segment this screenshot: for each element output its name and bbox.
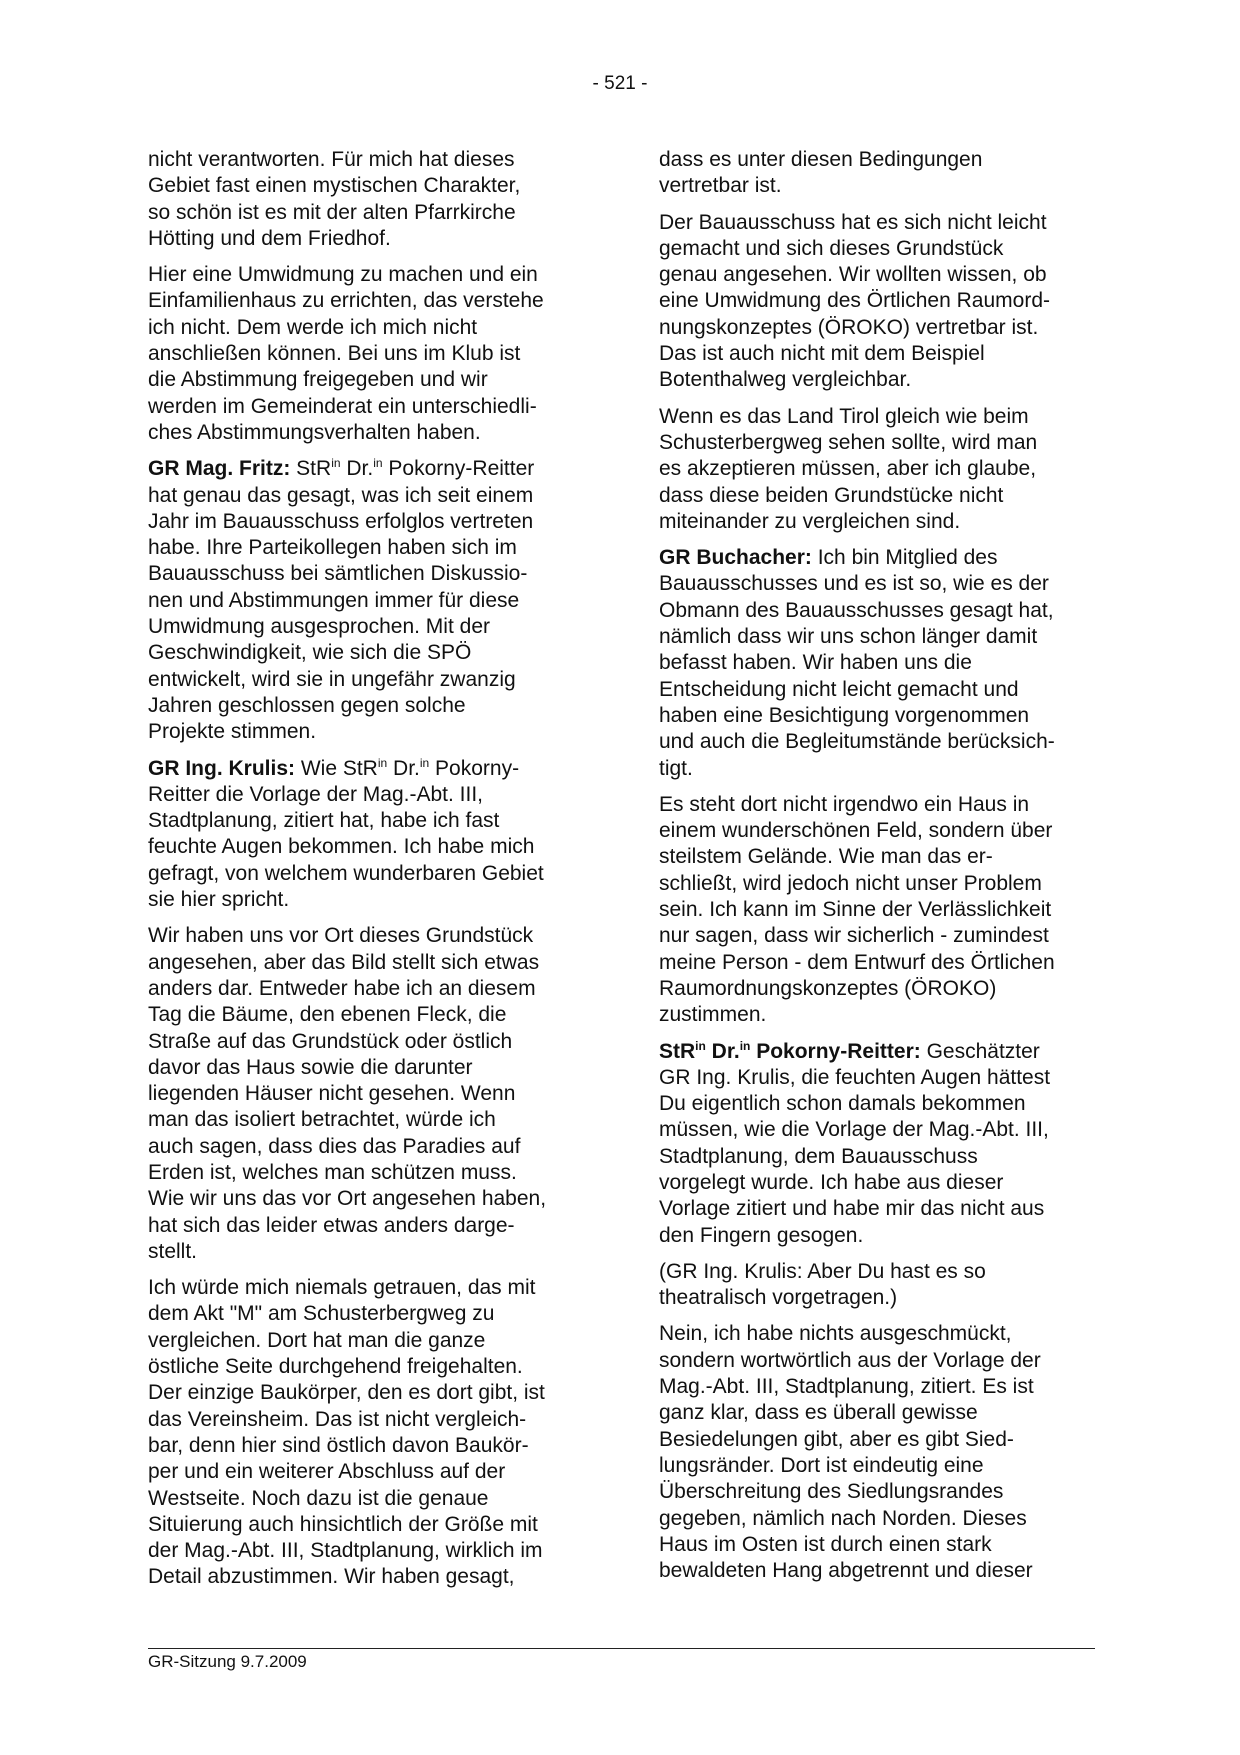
superscript: in: [377, 755, 388, 770]
speech-paragraph: [659, 1039, 1105, 1249]
speech-text: Wie StR: [300, 756, 378, 780]
speech-text: StR: [296, 457, 332, 481]
superscript: in: [695, 1038, 706, 1053]
paragraph: Hier eine Umwidmung zu machen und ein Einfamilienhaus zu errichten, das verstehe ich nicht. Dem werde ich mich nicht anschließen können. Bei uns im Klub ist die Abstimmung freigegeben und wir werden im Gemeinderat ein unterschiedli- ches Abstimmungsverhalten haben.: [148, 263, 544, 444]
speech-paragraph: [148, 456, 594, 745]
speaker-name: GR Buchacher:: [659, 546, 812, 570]
superscript: in: [739, 1038, 751, 1053]
speech-text: Ich bin Mitglied des Bauausschusses und es ist so, wie es der Obmann des Bauausschusses gesagt hat, nämlich dass wir uns schon länger damit befasst haben. Wir haben uns die Entscheidung nicht leicht gemacht und haben eine Besichtigung vorgenommen und auch die Begleitumstände berücksich- tigt.: [659, 546, 1055, 780]
speaker-text: Pokorny-Reitter:: [750, 1039, 921, 1063]
superscript: in: [331, 456, 341, 471]
paragraph: Wenn es das Land Tirol gleich wie beim Schusterbergweg sehen sollte, wird man es akzeptieren müssen, aber ich glaube, dass diese beiden Grundstücke nicht miteinander zu vergleichen sind.: [659, 404, 1038, 533]
paragraph: nicht verantworten. Für mich hat dieses Gebiet fast einen mystischen Charakter, so schön ist es mit der alten Pfarrkirche Hötting und dem Friedhof.: [148, 148, 521, 250]
speech-text: Pokorny-Reitter hat genau das gesagt, was ich seit einem Jahr im Bauausschuss erfolglos vertreten habe. Ihre Parteikollegen haben sich im Bauausschuss bei sämtlichen Diskussio- nen und Abstimmungen immer für diese Umwidmung ausgesprochen. Mit der Geschwindigkeit, wie sich die SPÖ entwickelt, wird sie in ungefähr zwanzig Jahren geschlossen gegen solche Projekte stimmen.: [148, 457, 535, 744]
speech-paragraph: [148, 756, 594, 914]
speech-paragraph: [659, 545, 1105, 782]
speech-text: Geschätzter GR Ing. Krulis, die feuchten Augen hättest Du eigentlich schon damals bekommen müssen, wie die Vorlage der Mag.-Abt. III, Stadtplanung, dem Bauausschuss vorgelegt wurde. Ich habe aus dieser Vorlage zitiert und habe mir das nicht aus den Fingern gesogen.: [659, 1039, 1051, 1247]
interjection: (GR Ing. Krulis: Aber Du hast es so theatralisch vorgetragen.): [659, 1259, 986, 1310]
footer-divider: [148, 1648, 1095, 1649]
paragraph: Es steht dort nicht irgendwo ein Haus in einem wunderschönen Feld, sondern über steilstem Gelände. Wie man das er- schließt, wird jedoch nicht unser Problem sein. Ich kann im Sinne der Verlässlichkeit nur sagen, dass wir sicherlich - zumindest meine Person - dem Entwurf des Örtlichen Raumordnungskonzeptes (ÖROKO) zustimmen.: [659, 792, 1055, 1027]
speech-text: Dr.: [340, 457, 374, 481]
speech-text: Pokorny- Reitter die Vorlage der Mag.-Abt. III, Stadtplanung, zitiert hat, habe ich fast feuchte Augen bekommen. Ich habe mich gefragt, von welchem wunderbaren Gebiet sie hier spricht.: [148, 756, 544, 912]
superscript: in: [373, 456, 383, 471]
speaker-name: [659, 1040, 921, 1063]
paragraph: dass es unter diesen Bedingungen vertretbar ist.: [659, 148, 983, 198]
page-number: - 521 -: [592, 73, 648, 94]
paragraph: Nein, ich habe nichts ausgeschmückt, sondern wortwörtlich aus der Vorlage der Mag.-Abt. III, Stadtplanung, zitiert. Es ist ganz klar, dass es überall gewisse Besiedelungen gibt, aber es gibt Sied- lungsränder. Dort ist eindeutig eine Überschreitung des Siedlungsrandes gegeben, nämlich nach Norden. Dieses Haus im Osten ist durch einen stark bewaldeten Hang abgetrennt und dieser: [659, 1322, 1041, 1583]
paragraph: Der Bauausschuss hat es sich nicht leicht gemacht und sich dieses Grundstück genau angesehen. Wir wollten wissen, ob eine Umwidmung des Örtlichen Raumord- nungskonzeptes (ÖROKO) vertretbar ist. Das ist auch nicht mit dem Beispiel Botenthalweg vergleichbar.: [659, 210, 1050, 392]
speaker-text: StR: [659, 1039, 696, 1063]
left-column: [148, 147, 594, 1601]
speaker-name: GR Ing. Krulis:: [148, 756, 295, 780]
paragraph: Ich würde mich niemals getrauen, das mit dem Akt "M" am Schusterbergweg zu vergleichen. Dort hat man die ganze östliche Seite durchgehend freigehalten. Der einzige Baukörper, den es dort gibt, ist das Vereinsheim. Das ist nicht vergleich- bar, denn hier sind östlich davon Baukör- per und ein weiterer Abschluss auf der Westseite. Noch dazu ist die genaue Situierung auch hinsichtlich der Größe mit der Mag.-Abt. III, Stadtplanung, wirklich im Detail abzustimmen. Wir haben gesagt,: [148, 1276, 545, 1589]
speech-text: Dr.: [387, 756, 420, 780]
speaker-name: GR Mag. Fritz:: [148, 457, 291, 481]
right-column: [659, 147, 1105, 1594]
speaker-text: Dr.: [705, 1039, 740, 1063]
footer-session-label: GR-Sitzung 9.7.2009: [148, 1652, 307, 1671]
paragraph: Wir haben uns vor Ort dieses Grundstück angesehen, aber das Bild stellt sich etwas anders dar. Entweder habe ich an diesem Tag die Bäume, den ebenen Fleck, die Straße auf das Grundstück oder östlich davor das Haus sowie die darunter liegenden Häuser nicht gesehen. Wenn man das isoliert betrachtet, würde ich auch sagen, dass dies das Paradies auf Erden ist, welches man schützen muss. Wie wir uns das vor Ort angesehen haben, hat sich das leider etwas anders darge- stellt.: [148, 924, 547, 1263]
superscript: in: [419, 755, 430, 770]
